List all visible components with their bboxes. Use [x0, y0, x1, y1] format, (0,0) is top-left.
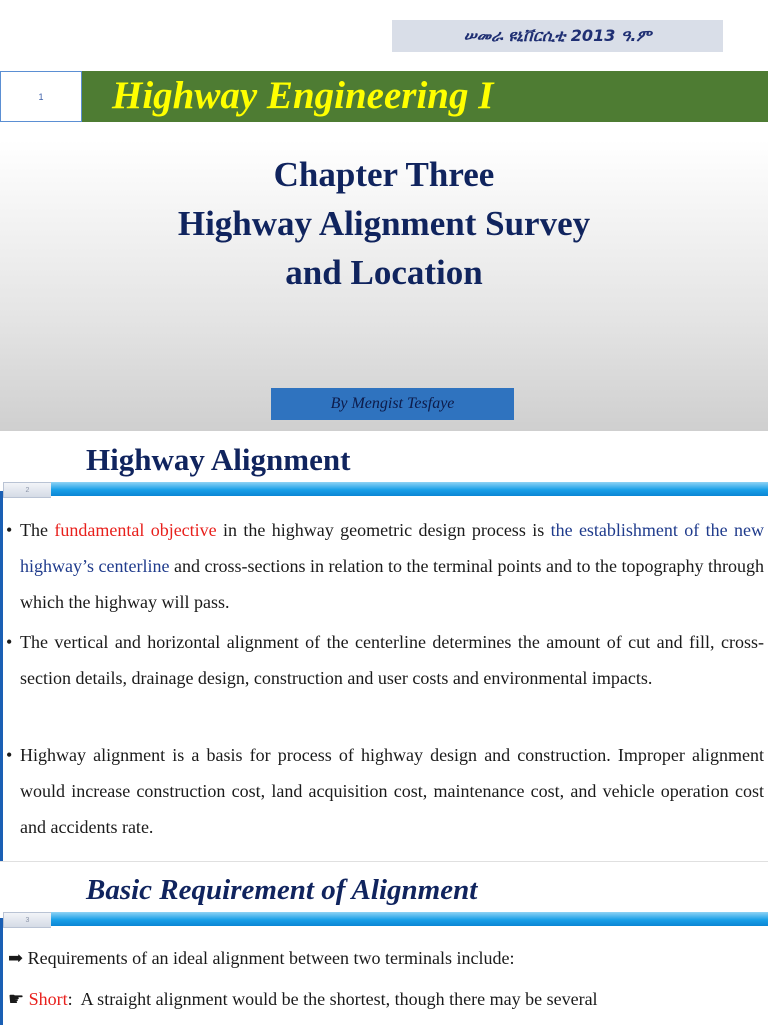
course-title: Highway Engineering I — [112, 74, 494, 117]
slide-number-box — [0, 71, 82, 122]
bullet-item — [6, 624, 764, 696]
slide-number: 1 — [38, 91, 44, 102]
bullet-segment: The — [20, 520, 55, 540]
bullet-dot: • — [6, 745, 13, 765]
slide-heading: Highway Alignment — [86, 442, 351, 477]
title-slide — [0, 0, 768, 431]
bullet-segment: in the highway geometric design process is — [216, 520, 551, 540]
slide-left-edge — [0, 918, 3, 1025]
bullet-segment: and cross-sections in relation to the terminal points and to the topography through which the highway will pass. — [20, 556, 764, 612]
highway-alignment-slide — [0, 431, 768, 861]
bullet-segment: The vertical and horizontal alignment of the centerline determines the amount of cut and fill, cross-section details, drainage design, construction and user costs and environmental impacts. — [20, 632, 764, 688]
requirements-slide — [0, 861, 768, 1024]
slide-number: 2 — [25, 486, 30, 494]
course-title-bar — [82, 71, 768, 122]
university-header-tag: ሠመራ ዩኒቨርሲቲ 2013 ዓ.ም — [392, 20, 723, 52]
pointing-hand-icon: ☛ — [8, 989, 25, 1009]
requirement-item — [8, 989, 598, 1010]
author-name: By Mengist Tesfaye — [330, 395, 455, 412]
bullet-emphasis-navy: the establishment of the new highway’s centerline — [20, 520, 765, 576]
chapter-title-line: and Location — [285, 253, 483, 292]
slide-number: 3 — [25, 916, 30, 924]
chapter-title — [0, 150, 768, 297]
chapter-title-line: Chapter Three — [273, 155, 495, 194]
requirements-intro — [8, 948, 514, 969]
slide-heading: Basic Requirement of Alignment — [86, 874, 478, 906]
slide-left-edge — [0, 491, 3, 861]
bullet-item — [6, 737, 764, 845]
author-box — [271, 388, 514, 420]
requirement-text: A straight alignment would be the shortest, though there may be several — [72, 989, 598, 1009]
slide-number-tab — [3, 912, 51, 928]
heading-rule — [51, 912, 768, 926]
requirement-term-colon: : — [67, 989, 73, 1009]
requirement-term: Short — [28, 989, 68, 1009]
bullet-emphasis-red: fundamental objective — [54, 520, 217, 540]
arrow-icon: ➡ — [8, 948, 24, 968]
heading-rule — [51, 482, 768, 496]
bullet-dot: • — [6, 520, 13, 540]
slide-number-tab — [3, 482, 51, 498]
bullet-text — [6, 512, 764, 620]
bullet-text — [6, 624, 764, 696]
bullet-item — [6, 512, 764, 620]
bullet-segment: Highway alignment is a basis for process of highway design and construction. Improper alignment would increase construction cost, land acquisition cost, maintenance cost, and vehicle operation cost and accidents rate. — [20, 745, 764, 837]
intro-text: Requirements of an ideal alignment between two terminals include: — [27, 948, 515, 968]
bullet-text — [6, 737, 764, 845]
chapter-title-line: Highway Alignment Survey — [177, 204, 591, 243]
bullet-dot: • — [6, 632, 13, 652]
